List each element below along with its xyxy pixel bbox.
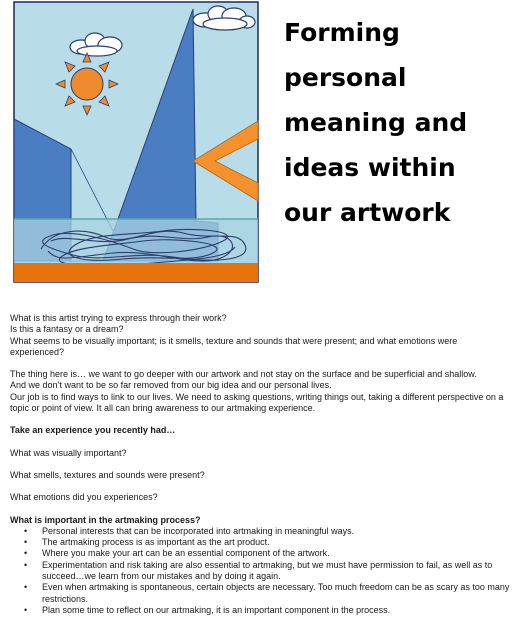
question: What smells, textures and sounds were present? <box>10 469 205 480</box>
list-item: • Personal interests that can be incorporated into artmaking in meaningful ways. <box>32 526 510 537</box>
list-item: • Even when artmaking is spontaneous, certain objects are necessary. Too much freedom can be as scary as too many restrictions. <box>32 582 510 605</box>
title-line: ideas within <box>284 153 456 182</box>
title-line: personal <box>284 63 407 92</box>
section-heading: Take an experience you recently had… <box>10 425 176 436</box>
question: What was visually important? <box>10 447 127 458</box>
title-line: Forming <box>284 18 400 47</box>
title-line: our artwork <box>284 198 451 227</box>
paragraph-line: The thing here is… we want to go deeper with our artwork and not stay on the surface and be superficial and shallow. <box>10 369 477 380</box>
list-item: • The artmaking process is as important as the art product. <box>32 537 510 548</box>
page-title <box>284 10 514 235</box>
list-item: • Where you make your art can be an essential component of the artwork. <box>32 548 510 559</box>
intro-line: Is this a fantasy or a dream? <box>10 324 124 335</box>
section-heading: What is important in the artmaking process? <box>10 514 201 525</box>
paragraph-line: And we don’t want to be so far removed from our big idea and our personal lives. <box>10 380 332 391</box>
process-list <box>10 526 510 616</box>
intro-line: What seems to be visually important; is it smells, texture and sounds that were present; and what emotions were experienced? <box>10 335 458 357</box>
document-body <box>10 313 510 616</box>
title-line: meaning and <box>284 108 468 137</box>
question: What emotions did you experiences? <box>10 492 158 503</box>
paragraph-line: Our job is to find ways to link to our lives. We need to asking questions, writing things out, taking a different perspective on a topic or point of view. It all can bring awareness to our artmaking experience. <box>10 391 504 414</box>
list-item: • Experimentation and risk taking are also essential to artmaking, but we must have permission to fail, as well as to succeed…we learn from our mistakes and by doing it again. <box>32 560 510 583</box>
list-item: • Plan some time to reflect on our artmaking, it is an important component in the process. <box>32 605 510 616</box>
intro-line: What is this artist trying to express through their work? <box>10 313 227 323</box>
sun-icon <box>56 53 118 115</box>
cover-artwork <box>13 1 259 298</box>
